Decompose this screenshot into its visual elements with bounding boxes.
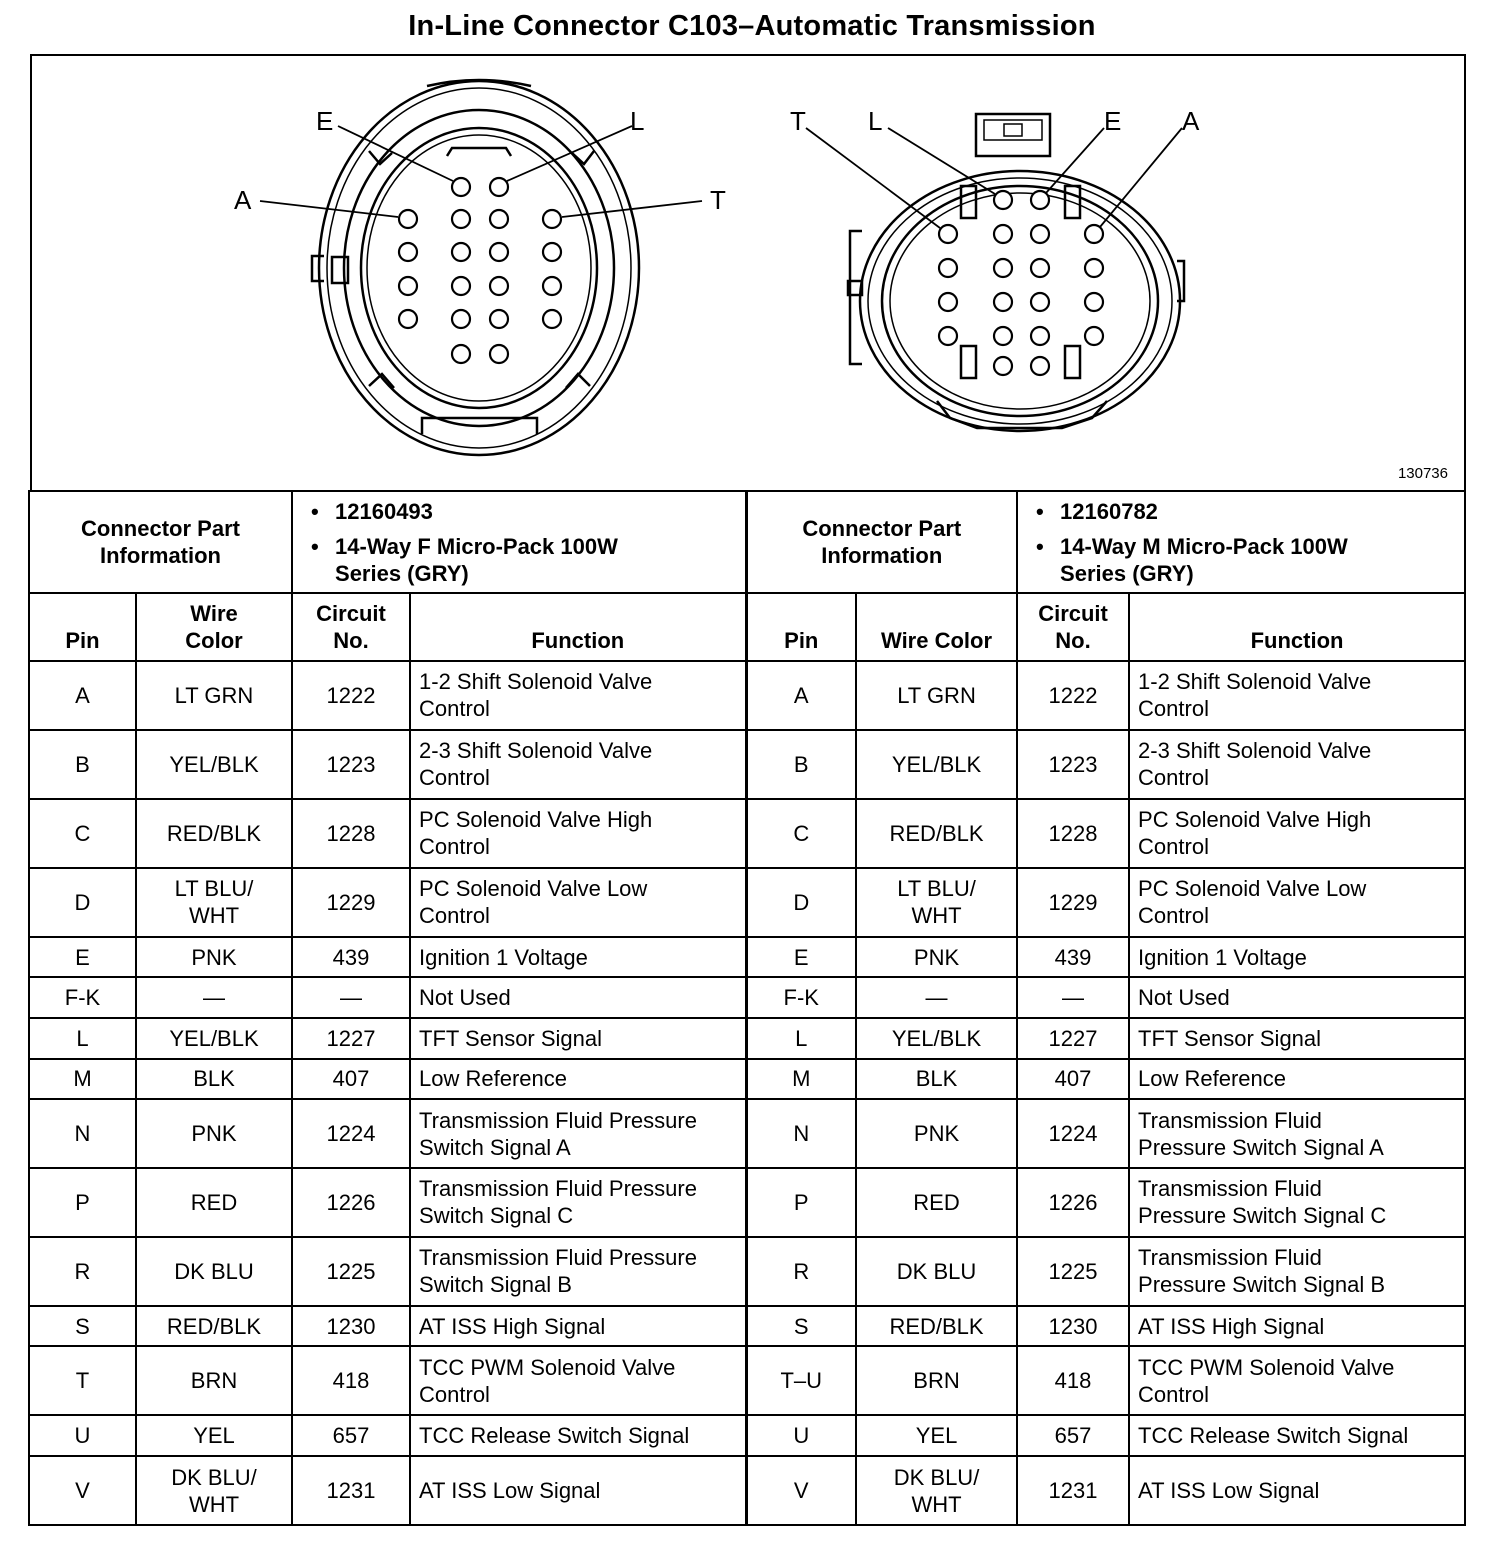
wire-color-cell-right: DK BLU [856,1237,1017,1306]
wire-color-cell-right: PNK [856,1099,1017,1168]
pin-cell-right: P [746,1168,856,1237]
wire-color-cell-right: LT GRN [856,661,1017,730]
circuit-cell-right: 1231 [1017,1456,1129,1525]
pin-cell-left: P [29,1168,136,1237]
connector-info-left: • 12160493 • 14-Way F Micro-Pack 100W Series (GRY) [292,491,746,593]
function-cell-left: 2-3 Shift Solenoid Valve Control [410,730,746,799]
function-cell-right: Transmission Fluid Pressure Switch Signal C [1129,1168,1465,1237]
circuit-cell-right: 1230 [1017,1306,1129,1347]
pinout-table [28,490,1466,1526]
circuit-cell-left: 657 [292,1415,410,1456]
figure-id: 130736 [1397,465,1448,482]
left-label-a: A [234,185,252,215]
circuit-cell-right: 1223 [1017,730,1129,799]
header-function-left: Function [410,593,746,661]
function-cell-right: 1-2 Shift Solenoid Valve Control [1129,661,1465,730]
function-cell-left: TCC PWM Solenoid Valve Control [410,1346,746,1415]
pin-cell-left: A [29,661,136,730]
circuit-cell-right: 439 [1017,937,1129,978]
circuit-cell-right: 657 [1017,1415,1129,1456]
table-row [29,1456,1465,1525]
left-label-t: T [710,185,726,215]
pin-cell-left: N [29,1099,136,1168]
pin-cell-left: C [29,799,136,868]
table-row [29,1237,1465,1306]
wire-color-cell-left: YEL [136,1415,292,1456]
table-row [29,937,1465,978]
circuit-cell-left: 1231 [292,1456,410,1525]
pin-cell-right: R [746,1237,856,1306]
wire-color-cell-left: — [136,977,292,1018]
circuit-cell-left: 1229 [292,868,410,937]
function-cell-right: Low Reference [1129,1059,1465,1100]
table-row [29,1168,1465,1237]
header-pin-left: Pin [29,593,136,661]
function-cell-right: Not Used [1129,977,1465,1018]
wire-color-cell-left: PNK [136,937,292,978]
pin-cell-left: R [29,1237,136,1306]
wire-color-cell-left: DK BLU/ WHT [136,1456,292,1525]
pin-cell-left: L [29,1018,136,1059]
function-cell-left: Transmission Fluid Pressure Switch Signal A [410,1099,746,1168]
circuit-cell-left: 418 [292,1346,410,1415]
header-wire-color-right: Wire Color [856,593,1017,661]
pin-cell-left: T [29,1346,136,1415]
pin-cell-right: L [746,1018,856,1059]
wire-color-cell-left: YEL/BLK [136,1018,292,1059]
table-row [29,1346,1465,1415]
circuit-cell-right: 1224 [1017,1099,1129,1168]
connector-figure [30,54,1466,492]
connector-info-right: • 12160782 • 14-Way M Micro-Pack 100W Series (GRY) [1017,491,1465,593]
wire-color-cell-left: RED [136,1168,292,1237]
header-wire-color-left: Wire Color [136,593,292,661]
function-cell-left: AT ISS High Signal [410,1306,746,1347]
circuit-cell-right: 1229 [1017,868,1129,937]
pin-cell-right: S [746,1306,856,1347]
circuit-cell-right: 1222 [1017,661,1129,730]
right-connector-face [848,114,1184,431]
wire-color-cell-right: PNK [856,937,1017,978]
connector-info-label-right: Connector Part Information [746,491,1017,593]
circuit-cell-left: 1225 [292,1237,410,1306]
pin-rows [29,661,1465,1525]
table-row [29,1059,1465,1100]
wire-color-cell-left: RED/BLK [136,1306,292,1347]
circuit-cell-right: — [1017,977,1129,1018]
wire-color-cell-right: RED [856,1168,1017,1237]
function-cell-left: 1-2 Shift Solenoid Valve Control [410,661,746,730]
circuit-cell-right: 1225 [1017,1237,1129,1306]
part-number-right: 12160782 [1060,498,1158,524]
circuit-cell-left: — [292,977,410,1018]
wire-color-cell-right: RED/BLK [856,799,1017,868]
header-function-right: Function [1129,593,1465,661]
wire-color-cell-right: YEL/BLK [856,1018,1017,1059]
pin-cell-right: F-K [746,977,856,1018]
function-cell-left: Not Used [410,977,746,1018]
circuit-cell-right: 1226 [1017,1168,1129,1237]
pin-cell-left: M [29,1059,136,1100]
pin-cell-left: D [29,868,136,937]
function-cell-left: Transmission Fluid Pressure Switch Signal C [410,1168,746,1237]
table-row [29,977,1465,1018]
table-row [29,1306,1465,1347]
circuit-cell-right: 418 [1017,1346,1129,1415]
circuit-cell-left: 407 [292,1059,410,1100]
right-label-a: A [1182,106,1200,136]
pin-cell-right: C [746,799,856,868]
function-cell-left: TFT Sensor Signal [410,1018,746,1059]
table-row [29,661,1465,730]
pin-cell-right: D [746,868,856,937]
wire-color-cell-right: BLK [856,1059,1017,1100]
page-title: In-Line Connector C103–Automatic Transmission [408,10,1096,42]
function-cell-left: AT ISS Low Signal [410,1456,746,1525]
table-row [29,730,1465,799]
circuit-cell-left: 1223 [292,730,410,799]
pin-cell-left: F-K [29,977,136,1018]
function-cell-right: Ignition 1 Voltage [1129,937,1465,978]
table-row [29,1415,1465,1456]
function-cell-right: Transmission Fluid Pressure Switch Signal A [1129,1099,1465,1168]
pin-cell-right: E [746,937,856,978]
circuit-cell-left: 1227 [292,1018,410,1059]
function-cell-right: PC Solenoid Valve High Control [1129,799,1465,868]
circuit-cell-left: 439 [292,937,410,978]
left-label-e: E [316,106,334,136]
circuit-cell-left: 1228 [292,799,410,868]
circuit-cell-right: 1227 [1017,1018,1129,1059]
column-header-row [29,593,1465,661]
pin-cell-left: V [29,1456,136,1525]
part-desc-left: 14-Way F Micro-Pack 100W Series (GRY) [335,533,618,586]
right-label-t: T [790,106,806,136]
left-label-l: L [630,106,645,136]
connector-drawings [32,56,1468,494]
function-cell-right: AT ISS High Signal [1129,1306,1465,1347]
header-circuit-left: Circuit No. [292,593,410,661]
function-cell-left: Low Reference [410,1059,746,1100]
pin-cell-left: E [29,937,136,978]
connector-info-label-left: Connector Part Information [29,491,292,593]
part-desc-right: 14-Way M Micro-Pack 100W Series (GRY) [1060,533,1348,586]
function-cell-left: Transmission Fluid Pressure Switch Signal B [410,1237,746,1306]
pin-cell-left: B [29,730,136,799]
wire-color-cell-left: BLK [136,1059,292,1100]
wire-color-cell-left: YEL/BLK [136,730,292,799]
table-row [29,1099,1465,1168]
function-cell-right: TFT Sensor Signal [1129,1018,1465,1059]
table-row [29,799,1465,868]
table-row [29,868,1465,937]
function-cell-left: Ignition 1 Voltage [410,937,746,978]
left-connector-pins [399,178,561,363]
wire-color-cell-right: LT BLU/ WHT [856,868,1017,937]
function-cell-left: PC Solenoid Valve Low Control [410,868,746,937]
circuit-cell-left: 1222 [292,661,410,730]
circuit-cell-left: 1226 [292,1168,410,1237]
header-circuit-right: Circuit No. [1017,593,1129,661]
right-label-e: E [1104,106,1122,136]
function-cell-left: TCC Release Switch Signal [410,1415,746,1456]
connector-info-row [29,491,1465,593]
wire-color-cell-left: RED/BLK [136,799,292,868]
pin-cell-right: A [746,661,856,730]
pin-cell-right: B [746,730,856,799]
circuit-cell-right: 407 [1017,1059,1129,1100]
function-cell-right: Transmission Fluid Pressure Switch Signal B [1129,1237,1465,1306]
circuit-cell-left: 1230 [292,1306,410,1347]
wire-color-cell-right: BRN [856,1346,1017,1415]
pin-cell-right: N [746,1099,856,1168]
wire-color-cell-left: PNK [136,1099,292,1168]
wire-color-cell-left: DK BLU [136,1237,292,1306]
function-cell-right: PC Solenoid Valve Low Control [1129,868,1465,937]
wire-color-cell-left: LT GRN [136,661,292,730]
pin-cell-right: V [746,1456,856,1525]
pin-cell-right: M [746,1059,856,1100]
right-label-l: L [868,106,883,136]
part-number-left: 12160493 [335,498,433,524]
pin-cell-left: S [29,1306,136,1347]
function-cell-right: AT ISS Low Signal [1129,1456,1465,1525]
wire-color-cell-right: RED/BLK [856,1306,1017,1347]
wire-color-cell-right: DK BLU/ WHT [856,1456,1017,1525]
pin-cell-right: U [746,1415,856,1456]
circuit-cell-right: 1228 [1017,799,1129,868]
pin-cell-right: T–U [746,1346,856,1415]
circuit-cell-left: 1224 [292,1099,410,1168]
wire-color-cell-right: YEL/BLK [856,730,1017,799]
function-cell-right: TCC Release Switch Signal [1129,1415,1465,1456]
pin-cell-left: U [29,1415,136,1456]
wire-color-cell-right: YEL [856,1415,1017,1456]
table-row [29,1018,1465,1059]
wire-color-cell-right: — [856,977,1017,1018]
function-cell-right: TCC PWM Solenoid Valve Control [1129,1346,1465,1415]
function-cell-right: 2-3 Shift Solenoid Valve Control [1129,730,1465,799]
header-pin-right: Pin [746,593,856,661]
wire-color-cell-left: BRN [136,1346,292,1415]
wire-color-cell-left: LT BLU/ WHT [136,868,292,937]
function-cell-left: PC Solenoid Valve High Control [410,799,746,868]
left-connector-leaders [260,126,702,217]
